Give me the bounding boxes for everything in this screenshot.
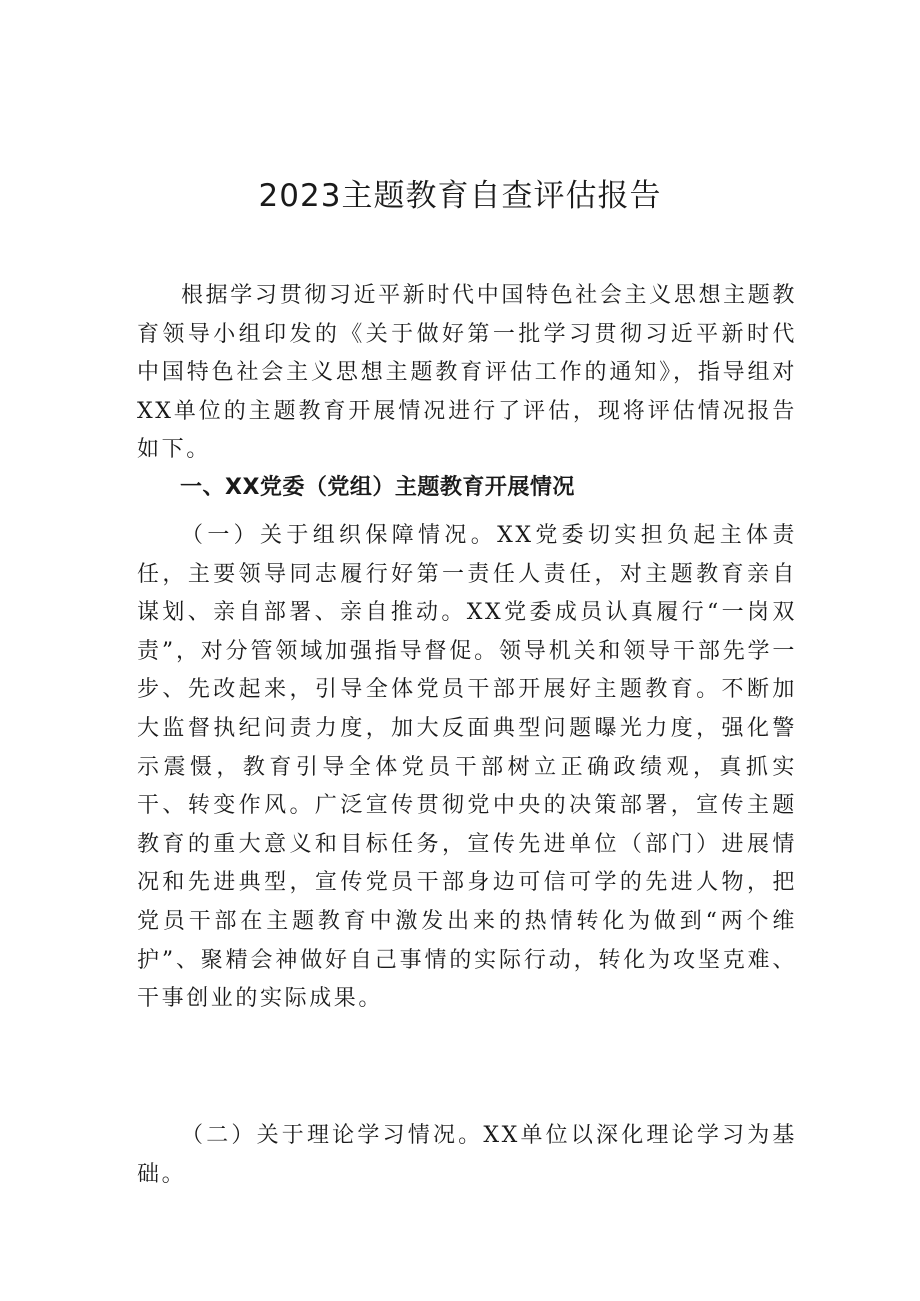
section-heading: 一、XX党委（党组）主题教育开展情况 xyxy=(180,475,575,500)
document-title: 2023主题教育自查评估报告 xyxy=(258,178,662,214)
paragraph-organization: （一）关于组织保障情况。XX党委切实担负起主体责任，主要领导同志履行好第一责任人责任，对主题教育亲自谋划、亲自部署、亲自推动。XX党委成员认真履行“一岗双责”，对分管领域加强指导督促。领导机关和领导干部先学一步、先改起来，引导全体党员干部开展好主题教育。不断加大监督执纪问责力度，加大反面典型问题曝光力度，强化警示震慑，教育引导全体党员干部树立正确政绩观，真抓实干、转变作风。广泛宣传贯彻党中央的决策部署，宣传主题教育的重大意义和目标任务，宣传先进单位（部门）进展情况和先进典型，宣传党员干部身边可信可学的先进人物，把党员干部在主题教育中激发出来的热情转化为做到“两个维护”、聚精会神做好自己事情的实际行动，转化为攻坚克难、干事创业的实际成果。 xyxy=(137,523,797,1012)
intro-paragraph: 根据学习贯彻习近平新时代中国特色社会主义思想主题教育领导小组印发的《关于做好第一批学习贯彻习近平新时代中国特色社会主义思想主题教育评估工作的通知》，指导组对XX单位的主题教育开展情况进行了评估，现将评估情况报告如下。 xyxy=(137,283,797,463)
paragraph-theory-study: （二）关于理论学习情况。XX单位以深化理论学习为基础。 xyxy=(137,1123,797,1187)
